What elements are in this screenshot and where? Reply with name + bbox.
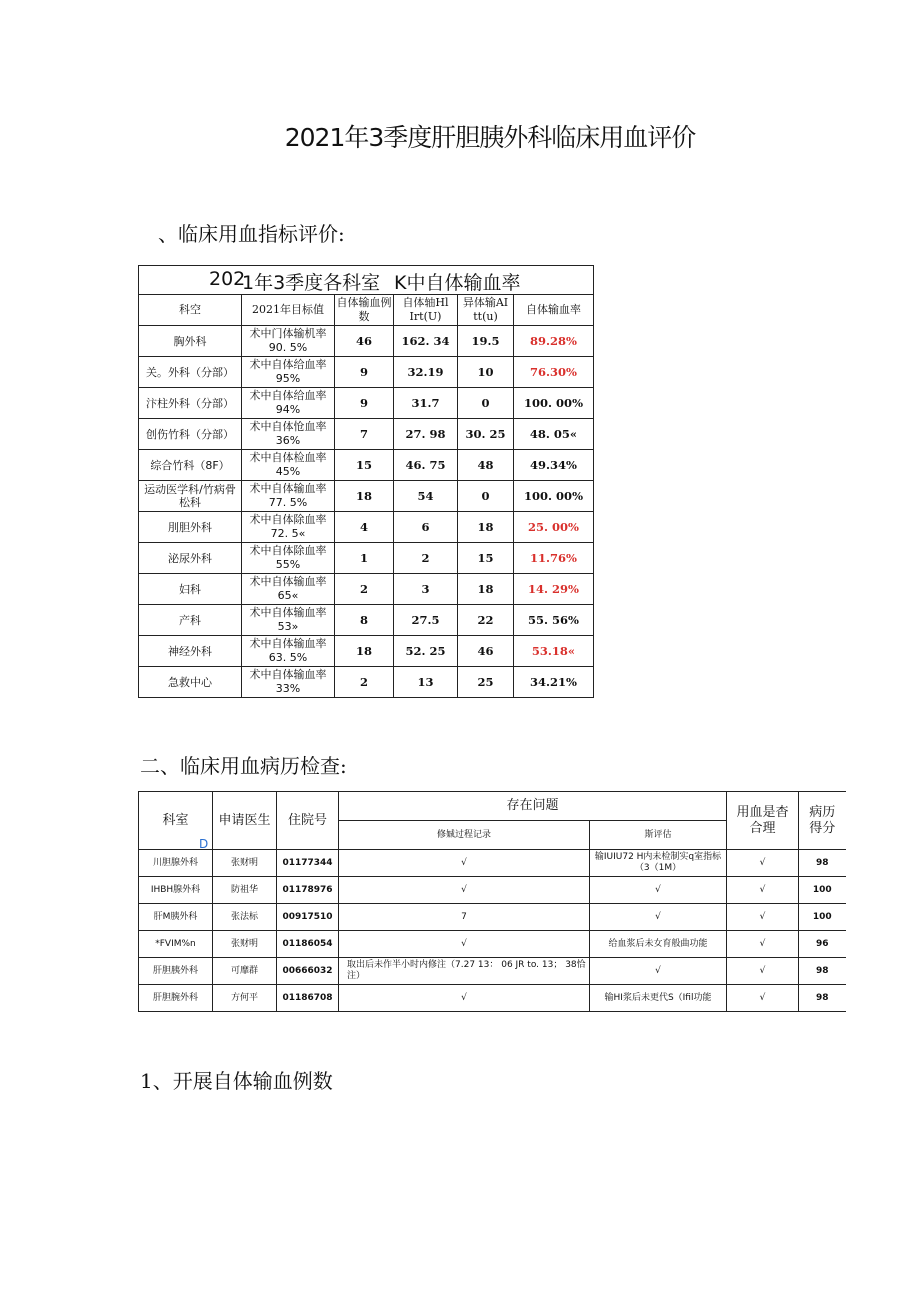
dept-cell: 泌尿外科: [139, 543, 242, 574]
inpatient-no-cell: 01177344: [277, 850, 339, 877]
autologous-cell: 27.5: [394, 605, 458, 636]
rate-cell: 53.18«: [514, 636, 594, 667]
col-header-dept: 科空: [139, 295, 242, 326]
dept-cell: *FVIM%n: [139, 931, 213, 958]
score-cell: 100: [799, 904, 846, 931]
t2-header-issues: 存在问题: [339, 792, 727, 821]
table1-title-part-2: 1年3季度各科室: [242, 272, 381, 294]
process-record-cell: √: [339, 931, 590, 958]
inpatient-no-cell: 01186054: [277, 931, 339, 958]
table1-row: [139, 419, 594, 450]
process-record-cell: √: [339, 850, 590, 877]
table1-row: [139, 605, 594, 636]
rate-cell: 34.21%: [514, 667, 594, 698]
section-heading-autologous-cases: 1、开展自体输血例数: [140, 1069, 333, 1093]
cases-cell: 7: [335, 419, 394, 450]
dept-cell: 肝M胰外科: [139, 904, 213, 931]
cases-cell: 46: [335, 326, 394, 357]
allogeneic-cell: 30. 25: [458, 419, 514, 450]
cases-cell: 2: [335, 574, 394, 605]
reasonable-cell: √: [727, 985, 799, 1012]
target-cell: 术中自体输血率 33%: [242, 667, 335, 698]
col-header-autologous: 自体轴Hl Irt(U): [394, 295, 458, 326]
autologous-cell: 32.19: [394, 357, 458, 388]
cases-cell: 4: [335, 512, 394, 543]
evaluation-cell: √: [590, 877, 727, 904]
dept-cell: 急救中心: [139, 667, 242, 698]
score-cell: 96: [799, 931, 846, 958]
table2-row: [139, 850, 846, 877]
dept-cell: 汴柱外科（分部）: [139, 388, 242, 419]
autologous-cell: 52. 25: [394, 636, 458, 667]
dept-cell: 刖胆外科: [139, 512, 242, 543]
target-cell: 术中自体怆血率 36%: [242, 419, 335, 450]
table1-row: [139, 388, 594, 419]
section-heading-records: 二、临床用血病历检查:: [140, 754, 347, 778]
t2-header-score: 病历得分: [799, 792, 846, 850]
col-header-cases: 自体输血例数: [335, 295, 394, 326]
evaluation-cell: 给血浆后未女育般曲功能: [590, 931, 727, 958]
autologous-cell: 6: [394, 512, 458, 543]
target-cell: 术中自体输血率 77. 5%: [242, 481, 335, 512]
process-record-cell: 7: [339, 904, 590, 931]
dept-cell: 胸外科: [139, 326, 242, 357]
evaluation-cell: 输IUIU72 H内未检制实q室指标 （3（1M）: [590, 850, 727, 877]
rate-cell: 11.76%: [514, 543, 594, 574]
score-cell: 100: [799, 877, 846, 904]
t2-header-doctor: 申请医生: [213, 792, 277, 850]
reasonable-cell: √: [727, 850, 799, 877]
table1-header-row: [139, 295, 594, 326]
table1-row: [139, 450, 594, 481]
dept-cell: 肝胆腕外科: [139, 985, 213, 1012]
inpatient-no-cell: 01186708: [277, 985, 339, 1012]
rate-cell: 89.28%: [514, 326, 594, 357]
evaluation-cell: √: [590, 958, 727, 985]
cases-cell: 18: [335, 636, 394, 667]
table1-row: [139, 543, 594, 574]
target-cell: 术中门体输机率 90. 5%: [242, 326, 335, 357]
doctor-cell: 张法标: [213, 904, 277, 931]
cases-cell: 8: [335, 605, 394, 636]
process-record-cell: 取出后未作半小时内修注（7.27 13： 06 JR to. 13； 38恰注）: [339, 958, 590, 985]
t2-header-dept-label: 科室: [162, 812, 189, 828]
t2-header-marker: D: [199, 837, 209, 850]
allogeneic-cell: 48: [458, 450, 514, 481]
rate-cell: 14. 29%: [514, 574, 594, 605]
reasonable-cell: √: [727, 904, 799, 931]
cases-cell: 15: [335, 450, 394, 481]
reasonable-cell: √: [727, 877, 799, 904]
allogeneic-cell: 46: [458, 636, 514, 667]
inpatient-no-cell: 00917510: [277, 904, 339, 931]
t2-header-inpatient-no: 住院号: [277, 792, 339, 850]
table1-row: [139, 357, 594, 388]
inpatient-no-cell: 00666032: [277, 958, 339, 985]
target-cell: 术中自体检血率 45%: [242, 450, 335, 481]
allogeneic-cell: 18: [458, 574, 514, 605]
autologous-cell: 162. 34: [394, 326, 458, 357]
autologous-cell: 2: [394, 543, 458, 574]
dept-cell: 产科: [139, 605, 242, 636]
col-header-target: 2021年目标值: [242, 295, 335, 326]
autologous-cell: 3: [394, 574, 458, 605]
table1-row: [139, 326, 594, 357]
record-check-table: [138, 791, 846, 1012]
cases-cell: 9: [335, 357, 394, 388]
table2-row: [139, 904, 846, 931]
evaluation-cell: √: [590, 904, 727, 931]
reasonable-cell: √: [727, 958, 799, 985]
rate-cell: 100. 00%: [514, 481, 594, 512]
table1-row: [139, 667, 594, 698]
col-header-allogeneic: 异体输AI tt(u): [458, 295, 514, 326]
dept-cell: 川胆腺外科: [139, 850, 213, 877]
autologous-cell: 54: [394, 481, 458, 512]
evaluation-cell: 输HI浆后未更代S（Ifil功能: [590, 985, 727, 1012]
autologous-transfusion-table: [138, 265, 594, 698]
dept-cell: 运动医学科/竹病骨松科: [139, 481, 242, 512]
score-cell: 98: [799, 985, 846, 1012]
allogeneic-cell: 18: [458, 512, 514, 543]
section-heading-indicators: 、临床用血指标评价:: [158, 222, 345, 246]
rate-cell: 49.34%: [514, 450, 594, 481]
allogeneic-cell: 0: [458, 481, 514, 512]
table2-row: [139, 958, 846, 985]
allogeneic-cell: 10: [458, 357, 514, 388]
allogeneic-cell: 25: [458, 667, 514, 698]
dept-cell: 综合竹科（8F）: [139, 450, 242, 481]
table2-row: [139, 877, 846, 904]
table2-row: [139, 931, 846, 958]
doctor-cell: 张财明: [213, 850, 277, 877]
dept-cell: 肝胆胰外科: [139, 958, 213, 985]
t2-header-reasonable: 用血是杳合理: [727, 792, 799, 850]
table1-title-part-1: 202: [209, 268, 246, 290]
target-cell: 术中自体给血率 94%: [242, 388, 335, 419]
dept-cell: IHBH腺外科: [139, 877, 213, 904]
rate-cell: 76.30%: [514, 357, 594, 388]
inpatient-no-cell: 01178976: [277, 877, 339, 904]
doctor-cell: 张财明: [213, 931, 277, 958]
autologous-cell: 27. 98: [394, 419, 458, 450]
doctor-cell: 方何平: [213, 985, 277, 1012]
target-cell: 术中自体输血率 53»: [242, 605, 335, 636]
rate-cell: 25. 00%: [514, 512, 594, 543]
target-cell: 术中自体除血率 72. 5«: [242, 512, 335, 543]
rate-cell: 48. 05«: [514, 419, 594, 450]
target-cell: 术中自体输血率 63. 5%: [242, 636, 335, 667]
dept-cell: 神经外科: [139, 636, 242, 667]
process-record-cell: √: [339, 985, 590, 1012]
target-cell: 术中自体给血率 95%: [242, 357, 335, 388]
rate-cell: 100. 00%: [514, 388, 594, 419]
table1-row: [139, 574, 594, 605]
allogeneic-cell: 19.5: [458, 326, 514, 357]
cases-cell: 18: [335, 481, 394, 512]
autologous-cell: 13: [394, 667, 458, 698]
target-cell: 术中自体除血率 55%: [242, 543, 335, 574]
autologous-cell: 46. 75: [394, 450, 458, 481]
t2-header-dept: [139, 792, 213, 850]
col-header-rate: 自体输血率: [514, 295, 594, 326]
cases-cell: 2: [335, 667, 394, 698]
doctor-cell: 可靡群: [213, 958, 277, 985]
dept-cell: 关。外科（分部）: [139, 357, 242, 388]
rate-cell: 55. 56%: [514, 605, 594, 636]
doctor-cell: 防祖华: [213, 877, 277, 904]
allogeneic-cell: 15: [458, 543, 514, 574]
allogeneic-cell: 0: [458, 388, 514, 419]
cases-cell: 1: [335, 543, 394, 574]
dept-cell: 创伤竹科（分部）: [139, 419, 242, 450]
table1-title: [139, 266, 594, 295]
score-cell: 98: [799, 850, 846, 877]
autologous-cell: 31.7: [394, 388, 458, 419]
table1-row: [139, 481, 594, 512]
document-title: 2021年3季度肝胆胰外科临床用血评价: [284, 123, 696, 152]
cases-cell: 9: [335, 388, 394, 419]
reasonable-cell: √: [727, 931, 799, 958]
t2-header-process-record: 修娍过程记录: [339, 821, 590, 850]
target-cell: 术中自体输血率 65«: [242, 574, 335, 605]
score-cell: 98: [799, 958, 846, 985]
table1-row: [139, 636, 594, 667]
table1-row: [139, 512, 594, 543]
allogeneic-cell: 22: [458, 605, 514, 636]
t2-header-evaluation: 斯评估: [590, 821, 727, 850]
dept-cell: 妇科: [139, 574, 242, 605]
process-record-cell: √: [339, 877, 590, 904]
table1-title-part-3: K中自体输血率: [394, 272, 521, 294]
table2-row: [139, 985, 846, 1012]
